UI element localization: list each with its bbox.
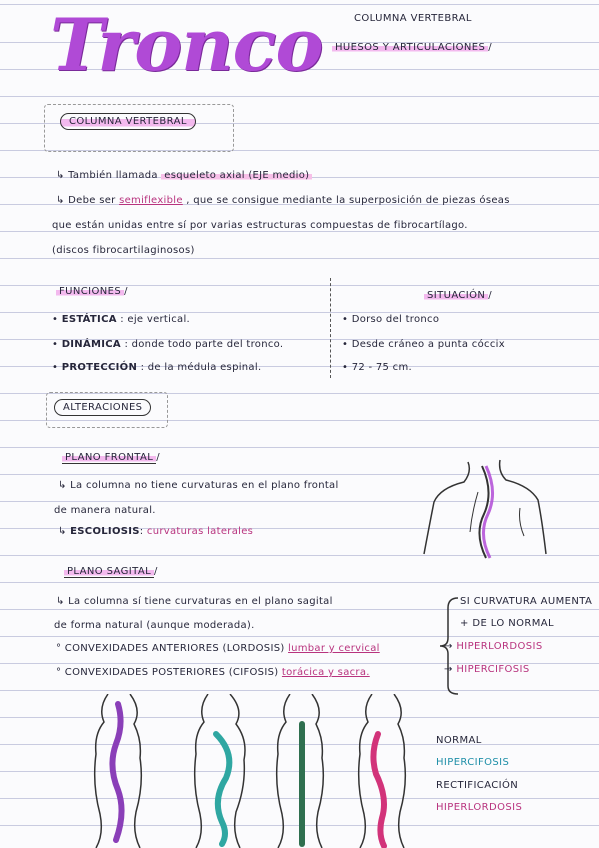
lordosis-a: CONVEXIDADES ANTERIORES (LORDOSIS)	[64, 643, 285, 654]
funciones-heading-text: FUNCIONES	[56, 286, 124, 297]
plano-sagital-line-2: de forma natural (aunque moderada).	[54, 620, 255, 631]
plano-frontal-line-1	[58, 480, 339, 491]
lordosis-line: ° CONVEXIDADES ANTERIORES (LORDOSIS) lumbar y cervical	[56, 643, 380, 654]
situacion-text-1: Desde cráneo a punta cóccix	[351, 339, 505, 350]
cifosis-b: torácica y sacra.	[281, 667, 370, 678]
result-2-text: HIPERCIFOSIS	[456, 664, 530, 675]
subtitle-columna: COLUMNA VERTEBRAL	[354, 13, 472, 24]
plano-sagital-heading-text: PLANO SAGITAL	[64, 566, 154, 578]
plano-sagital-line-1-text: La columna sí tiene curvaturas en el plano sagital	[68, 596, 333, 607]
funcion-item-2: • PROTECCIÓN : de la médula espinal.	[52, 362, 262, 373]
plano-frontal-heading-text: PLANO FRONTAL	[62, 452, 156, 464]
funcion-label-1: DINÁMICA	[61, 339, 121, 350]
plano-frontal-heading: PLANO FRONTAL /	[62, 452, 160, 463]
arrow-icon: ↳	[58, 526, 71, 537]
arrow-icon: ↳	[56, 170, 69, 181]
side-note-2: + DE LO NORMAL	[460, 618, 554, 629]
result-2	[444, 664, 530, 675]
arrow-right-icon: →	[444, 641, 457, 652]
columna-line-2-a: Debe ser	[68, 195, 120, 206]
situacion-item-1: • Desde cráneo a punta cóccix	[342, 339, 505, 350]
lordosis-b: lumbar y cervical	[288, 643, 380, 654]
funciones-heading: FUNCIONES /	[56, 286, 128, 297]
columna-heading-text: COLUMNA VERTEBRAL	[60, 113, 196, 130]
columna-line-1-b: esqueleto axial (EJE medio)	[161, 170, 312, 181]
situacion-text-0: Dorso del tronco	[351, 314, 440, 325]
arrow-right-icon: →	[444, 664, 457, 675]
result-1	[444, 641, 543, 652]
legend-normal: NORMAL	[436, 735, 482, 746]
spine-figure-hiperlordosis	[350, 694, 420, 848]
cifosis-a: CONVEXIDADES POSTERIORES (CIFOSIS)	[64, 667, 279, 678]
funcion-text-2: de la médula espinal.	[147, 362, 262, 373]
result-1-text: HIPERLORDOSIS	[456, 641, 543, 652]
plano-frontal-line-1-text: La columna no tiene curvaturas en el plano frontal	[70, 480, 339, 491]
page-title: Tronco	[50, 2, 323, 87]
escoliosis-line: ↳ ESCOLIOSIS: curvaturas laterales	[58, 526, 254, 537]
side-note-1: SI CURVATURA AUMENTA	[460, 596, 593, 607]
legend-hipercifosis: HIPERCIFOSIS	[436, 757, 510, 768]
funcion-item-0: • ESTÁTICA : eje vertical.	[52, 314, 191, 325]
columna-line-2-b: semiflexible	[119, 195, 183, 206]
spine-figure-hipercifosis	[186, 694, 256, 848]
funcion-text-0: eje vertical.	[127, 314, 191, 325]
legend-rectificacion: RECTIFICACIÓN	[436, 780, 519, 791]
escoliosis-label: ESCOLIOSIS	[70, 526, 140, 537]
columna-line-1	[56, 170, 312, 181]
plano-sagital-line-1	[56, 596, 333, 607]
arrow-icon: ↳	[58, 480, 71, 491]
arrow-icon: ↳	[56, 195, 69, 206]
funcion-text-1: donde todo parte del tronco.	[131, 339, 284, 350]
spine-figure-normal	[86, 694, 156, 848]
column-divider	[330, 278, 331, 378]
plano-frontal-line-2: de manera natural.	[54, 505, 156, 516]
columna-line-2-c: , que se consigue mediante la superposición de piezas óseas	[186, 195, 510, 206]
subtitle-huesos: HUESOS Y ARTICULACIONES /	[332, 42, 492, 53]
columna-line-3: que están unidas entre sí por varias estructuras compuestas de fibrocartílago.	[52, 220, 468, 231]
cifosis-line: ° CONVEXIDADES POSTERIORES (CIFOSIS) torácica y sacra.	[56, 667, 370, 678]
situacion-item-0: • Dorso del tronco	[342, 314, 440, 325]
alteraciones-heading-text: ALTERACIONES	[54, 399, 151, 416]
subtitle-huesos-text: HUESOS Y ARTICULACIONES	[332, 42, 488, 53]
funcion-label-2: PROTECCIÓN	[61, 362, 138, 373]
funcion-item-1: • DINÁMICA : donde todo parte del tronco.	[52, 339, 284, 350]
escoliosis-text: curvaturas laterales	[146, 526, 254, 537]
columna-heading	[60, 116, 196, 127]
situacion-heading-text: SITUACIÓN	[424, 290, 488, 301]
funcion-label-0: ESTÁTICA	[61, 314, 117, 325]
alteraciones-heading	[54, 402, 151, 413]
spine-figure-rectificacion	[268, 694, 338, 848]
columna-line-2	[56, 195, 510, 206]
situacion-item-2: • 72 - 75 cm.	[342, 362, 412, 373]
back-silhouette-drawing	[420, 452, 550, 562]
situacion-text-2: 72 - 75 cm.	[351, 362, 412, 373]
legend-hiperlordosis: HIPERLORDOSIS	[436, 802, 523, 813]
columna-line-1-a: También llamada	[68, 170, 162, 181]
columna-line-4: (discos fibrocartilaginosos)	[52, 245, 195, 256]
situacion-heading: SITUACIÓN /	[424, 290, 492, 301]
plano-sagital-heading: PLANO SAGITAL /	[64, 566, 158, 577]
arrow-icon: ↳	[56, 596, 69, 607]
